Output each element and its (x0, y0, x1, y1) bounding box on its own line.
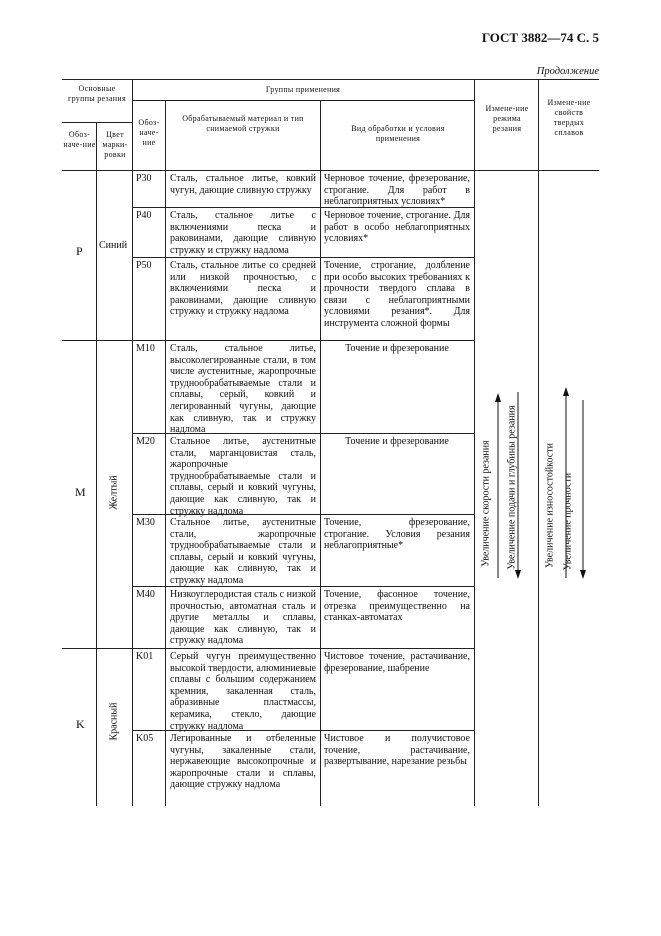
row-material-p30: Сталь, стальное литье, ковкий чугун, дающие сливную стружку (170, 173, 316, 196)
group-letter-k: K (76, 717, 85, 731)
row-code-k05: K05 (136, 733, 154, 744)
row-code-p50: P50 (136, 260, 152, 271)
row-operation-k01: Чистовое точение, растачивание, фрезерование, шабрение (324, 651, 470, 674)
row-operation-p40: Черновое точение, строгание. Для работ в особо неблагоприятных условиях* (324, 210, 470, 245)
continuation-label: Продолжение (536, 66, 599, 77)
row-material-m10: Сталь, стальное литье, высоколегированные стали, в том числе аустенитные, жаропрочные труднообрабатываемые стали и сплавы, серый, ковкий и легированный чугуны, дающие как сливную, так и стружку надлома (170, 343, 316, 436)
row-operation-p30: Черновое точение, фрезерование, строгание. Для работ в неблагоприятных условиях* (324, 173, 470, 208)
document-header: ГОСТ 3882—74 С. 5 (481, 30, 599, 45)
group-color-p: Синий (99, 240, 128, 251)
group-letter-p: P (76, 244, 83, 258)
arrow-label-feed-depth: Увеличение подачи и глубины резания (506, 405, 518, 570)
row-material-k01: Серый чугун преимущественно высокой твердости, алюминиевые сплавы с большим содержанием кремния, закаленная сталь, абразивные пластмассы, керамика, стекло, дающие стружку надлома (170, 651, 316, 732)
row-code-m10: M10 (136, 343, 155, 354)
row-code-p40: P40 (136, 210, 152, 221)
arrow-speed-up (495, 393, 501, 578)
header-designation: Обоз-наче-ние (63, 130, 96, 149)
row-operation-m20: Точение и фрезерование (345, 436, 449, 447)
row-operation-m30: Точение, фрезерование, строгание. Условия резания неблагоприятные* (324, 517, 470, 552)
group-letter-m: M (75, 485, 86, 499)
header-property-change: Измене-ние свойств твердых сплавов (547, 98, 591, 137)
row-code-m20: M20 (136, 436, 155, 447)
arrow-label-wear: Увеличение износостойкости (544, 443, 556, 568)
header-operation: Вид обработки и условия применения (351, 124, 445, 143)
row-operation-k05: Чистовое и получистовое точение, растачивание, развертывание, нарезание резьбы (324, 733, 470, 768)
header-app-designation: Обоз-наче-ние (138, 118, 160, 147)
header-mode-change: Измене-ние режима резания (485, 104, 529, 133)
arrow-feed-down (515, 392, 521, 579)
row-code-p30: P30 (136, 173, 152, 184)
row-code-m40: M40 (136, 589, 155, 600)
arrow-label-strength: Увеличение прочности (562, 472, 574, 571)
row-code-k01: K01 (136, 651, 154, 662)
header-application-groups: Группы применения (265, 85, 341, 94)
arrow-label-speed: Увеличение скорости резания (480, 440, 492, 567)
group-color-k: Красный (108, 702, 120, 741)
row-material-p40: Сталь, стальное литье с включениями песка и раковинами, дающие сливную стружку и стружку надлома (170, 210, 316, 256)
row-material-p50: Сталь, стальное литье со средней или низкой прочностью, с включениями песка и раковинами, дающие сливную стружку и стружку надлома (170, 260, 316, 318)
row-operation-m10: Точение и фрезерование (345, 343, 449, 354)
row-operation-m40: Точение, фасонное точение, отрезка преимущественно на станках-автоматах (324, 589, 470, 624)
row-material-m40: Низкоуглеродистая сталь с низкой прочностью, автоматная сталь и другие металлы и сплавы, дающие как сливную, так и стружку надлома (170, 589, 316, 647)
arrow-strength-down (580, 400, 586, 579)
row-code-m30: M30 (136, 517, 155, 528)
row-material-k05: Легированные и отбеленные чугуны, закаленные стали, нержавеющие высокопрочные и жаропрочные стали и сплавы, дающие стружку надлома (170, 733, 316, 791)
group-color-m: Желтый (108, 475, 120, 510)
row-operation-p50: Точение, строгание, долбление при особо высоких требованиях к прочности твердого сплава в связи с неблагоприятными условиями резания*. Для инструмента сложной формы (324, 260, 470, 329)
arrow-wear-up (563, 387, 569, 578)
header-color-marking: Цвет марки-ровки (102, 130, 128, 159)
header-main-groups: Основные группы резания (68, 84, 126, 103)
row-material-m20: Стальное литье, аустенитные стали, марганцовистая сталь, жаропрочные труднообрабатываемые стали и сплавы, серый и ковкий чугуны, дающие как сливную, так и стружку надлома (170, 436, 316, 517)
header-material: Обрабатываемый материал и тип снимаемой стружки (182, 114, 304, 133)
row-material-m30: Стальное литье, аустенитные стали, жаропрочные труднообрабатываемые стали и сплавы, серый и ковкий чугуны, дающие как сливную, так и стружку надлома (170, 517, 316, 586)
